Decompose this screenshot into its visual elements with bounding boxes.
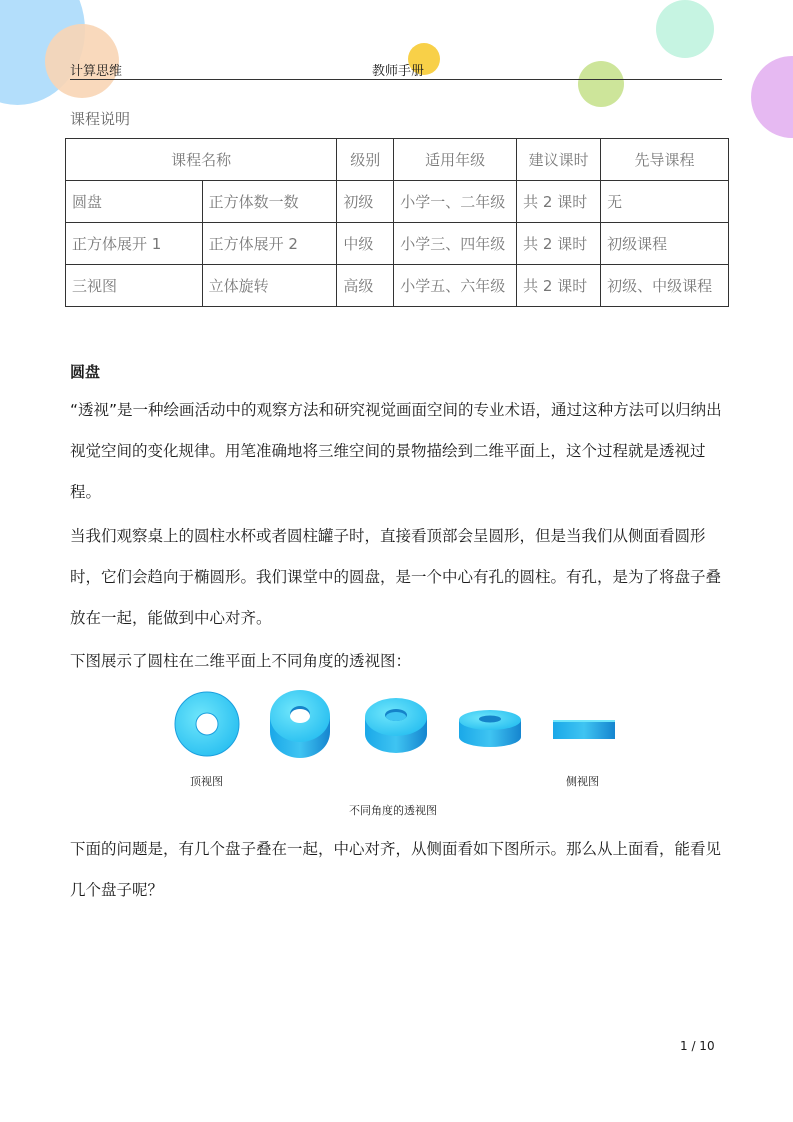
table-row	[66, 181, 729, 223]
figure-label-top-view: 顶视图	[190, 775, 223, 788]
course-table	[65, 138, 729, 307]
figure-caption: 不同角度的透视图	[349, 804, 437, 817]
header-subject: 计算思维	[70, 64, 123, 79]
paragraph-cylinder: 当我们观察桌上的圆柱水杯或者圆柱罐子时，直接看顶部会呈圆形，但是当我们从侧面看圆形时，它们会趋向于椭圆形。我们课堂中的圆盘，是一个中心有孔的圆柱。有孔，是为了将盘子叠放在一起，能做到中心对齐。	[70, 527, 722, 627]
paragraph-figure-intro: 下图展示了圆柱在二维平面上不同角度的透视图：	[70, 652, 412, 670]
disc-tilted-view-2	[365, 698, 427, 753]
table-header-row	[66, 139, 729, 181]
disc-tilted-view-1	[270, 690, 330, 758]
table-cell: 无	[601, 181, 729, 223]
table-header-cell: 先导课程	[601, 139, 729, 181]
table-cell: 正方体展开 1	[66, 223, 203, 265]
section-label: 课程说明	[70, 110, 131, 128]
table-cell: 高级	[337, 265, 394, 307]
disc-top-view	[175, 692, 239, 756]
table-cell: 正方体数一数	[202, 181, 337, 223]
figure-label-side-view: 侧视图	[566, 775, 599, 788]
table-cell: 立体旋转	[202, 265, 337, 307]
table-row	[66, 265, 729, 307]
table-cell: 正方体展开 2	[202, 223, 337, 265]
table-cell: 小学三、四年级	[394, 223, 517, 265]
table-header-cell: 课程名称	[66, 139, 337, 181]
disc-perspective-figure	[160, 690, 640, 780]
table-header-cell: 建议课时	[517, 139, 601, 181]
paragraph-perspective: “透视”是一种绘画活动中的观察方法和研究视觉画面空间的专业术语，通过这种方法可以归纳出视觉空间的变化规律。用笔准确地将三维空间的景物描绘到二维平面上，这个过程就是透视过程。	[70, 401, 722, 501]
table-cell: 圆盘	[66, 181, 203, 223]
table-cell: 共 2 课时	[517, 181, 601, 223]
header-divider	[70, 79, 722, 80]
paragraph-question: 下面的问题是，有几个盘子叠在一起，中心对齐，从侧面看如下图所示。那么从上面看，能看见几个盘子呢？	[70, 840, 722, 899]
table-header-cell: 级别	[337, 139, 394, 181]
table-cell: 中级	[337, 223, 394, 265]
table-cell: 共 2 课时	[517, 223, 601, 265]
decor-circle-mint	[656, 0, 714, 58]
section-heading: 圆盘	[70, 363, 101, 381]
table-cell: 初级	[337, 181, 394, 223]
table-cell: 小学一、二年级	[394, 181, 517, 223]
disc-tilted-view-3	[459, 710, 521, 747]
decor-circle-green	[578, 61, 624, 107]
table-cell: 初级课程	[601, 223, 729, 265]
table-header-cell: 适用年级	[394, 139, 517, 181]
decor-circle-purple	[751, 56, 793, 138]
disc-side-view	[553, 720, 615, 739]
table-cell: 初级、中级课程	[601, 265, 729, 307]
table-row	[66, 223, 729, 265]
table-cell: 共 2 课时	[517, 265, 601, 307]
page-number: 1 / 10	[680, 1039, 715, 1053]
table-cell: 小学五、六年级	[394, 265, 517, 307]
header-title: 教师手册	[372, 64, 425, 79]
table-cell: 三视图	[66, 265, 203, 307]
